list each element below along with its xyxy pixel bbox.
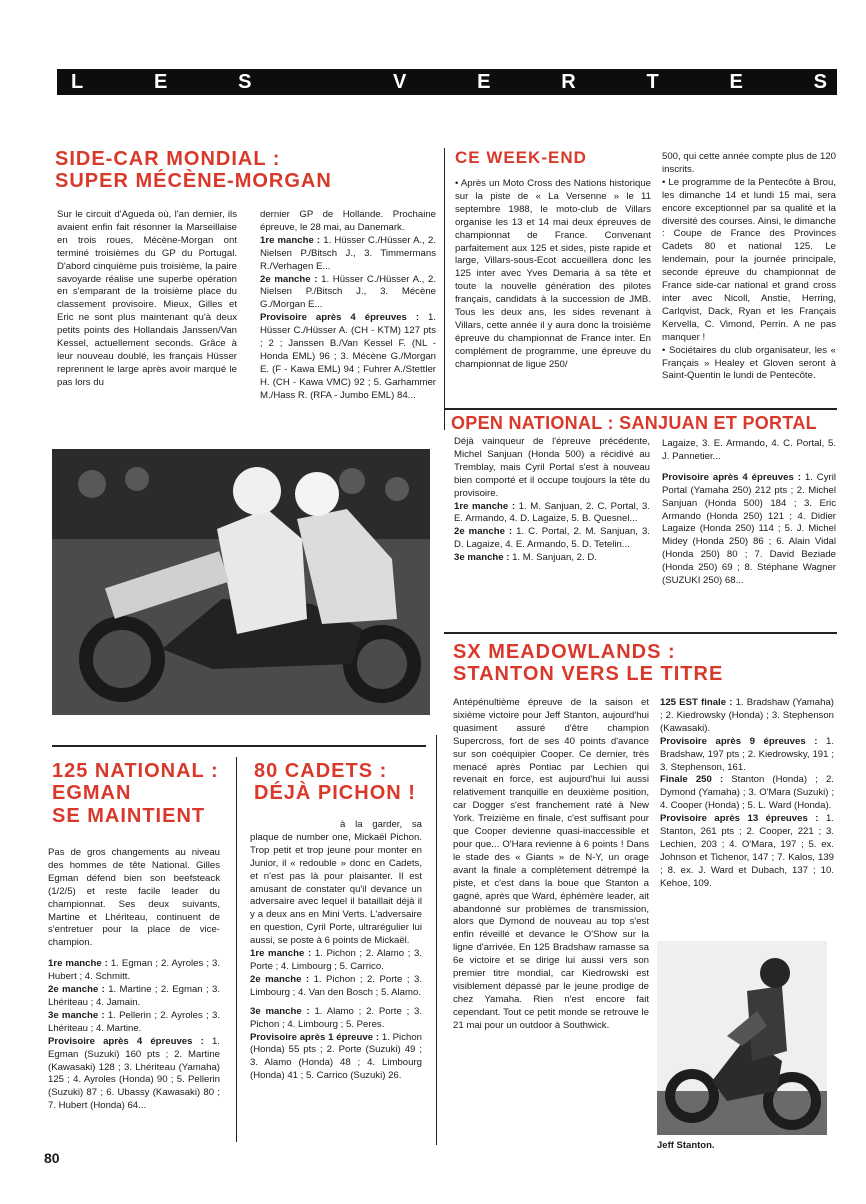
open-national-col1: Déjà vainqueur de l'épreuve précédente, Michel Sanjuan (Honda 500) a récidivé au Tremblay, mais Cyril Portal s'est à nouveau bien comporté et il occupe toujours la tête du provisoire. 1re manche : 1. M. Sanjuan, 2. C. Portal, 3. E. Armando, 4. D. Lagaize, 5. B. Quesnel... 2e manche : 1. C. Portal, 2. M. Sanjuan, 3. D. Lagaize, 4. E. Armando, 5. D. Tetelin... 3e manche : 1. M. Sanjuan, 2. D. [454,436,650,564]
column-divider [444,148,445,430]
cadets-80-body: à la garder, sa plaque de number one, Mickaël Pichon. Trop petit et trop jeune pour monter en Junior, il « redouble » donc en Cadets, et n'est pas là pour plaisanter. Il est amusant de constater qu'il devance un adversaire avec lequel il bataillait déjà il y a deux ans en Mini Verts. L'adversaire en question, Cyril Porte, ultrarégulier lui aussi, se poste à 6 points de Mickaël. 1re manche : 1. Pichon ; 2. Alamo ; 3. Porte ; 4. Limbourg ; 5. Carrico. 2e manche : 1. Pichon ; 2. Porte ; 3. Limbourg ; 4. Van den Bosch ; 5. Alamo. 3e manche : 1. Alamo ; 2. Porte ; 3. Pichon ; 4. Limbourg ; 5. Peres. Provisoire après 1 épreuve : 1. Pichon (Honda) 55 pts ; 2. Porte (Suzuki) 49 ; 3. Alamo (Honda) 48 ; 4. Limbourg (Honda) 41 ; 5. Carrico (Suzuki) 26. [250,819,423,1082]
banner-letter: E [154,70,168,93]
side-car-col1: Sur le circuit d'Agueda où, l'an dernier, ils avaient enfin fait résonner la Marseillaise en trois roues, Mécène-Morgan ont terminé troisièmes du GP du Portugal. D'abord cinquième puis troisième, la paire savoyarde réalise une superbe opération en s'emparant de la troisième place du classement provisoire. Mieux, Gilles et Eric ne sont plus maintenant qu'à deux petits points des Hollandais Janssen/Van Kessel, actuellement seconds. Grâce à leur nouveau doublé, les français Hüsser reprennent le large après avoir marqué le pas lors du [57,209,237,388]
week-end-title: CE WEEK-END [455,148,587,167]
section-rule [444,632,837,634]
banner-letter: R [561,70,576,93]
stanton-caption: Jeff Stanton. [657,1140,715,1151]
side-car-title: SIDE-CAR MONDIAL : SUPER MÉCÈNE-MORGAN [55,148,332,193]
section-rule [52,745,426,747]
meadowlands-col2: 125 EST finale : 1. Bradshaw (Yamaha) ; 2. Kiedrowsky (Honda) ; 3. Stephenson (Kawasaki). Provisoire après 9 épreuves : 1. Bradshaw, 197 pts ; 2. Kiedrowsky, 191 ; 3. Stephenson, 161. Finale 250 : Stanton (Honda) ; 2. Dymond (Yamaha) ; 3. O'Mara (Suzuki) ; 4. Cooper (Honda) ; 5. L. Ward (Honda). Provisoire après 13 épreuves : 1. Stanton, 261 pts ; 2. Cooper, 221 ; 3. Lechien, 203 ; 4. O'Mara, 197 ; 5. ex. Johnson et Tichenor, 147 ; 7. Kalos, 139 ; 8. ex. J. Ward et Dubach, 137 ; 10. Kehoe, 109. [660,697,834,889]
banner-letter: E [477,70,491,93]
banner-letter: T [646,70,659,93]
banner-letter: L [71,70,84,93]
banner-letter: S [238,70,252,93]
page-number: 80 [44,1150,60,1166]
column-divider [436,735,437,1145]
stanton-photo-image [657,941,827,1135]
national-125-title: 125 NATIONAL : EGMAN SE MAINTIENT [52,760,219,827]
banner-letter: E [729,70,743,93]
meadowlands-col1: Antépénultième épreuve de la saison et sixième victoire pour Jeff Stanton, aujourd'hui quasiment assuré d'être champion Supercross, fort de ses 40 points d'avance sur son coéquipier Cooper. Ce dernier, très menacé après Pontiac par Lechien qui revenait en force, est aujourd'hui lui aussi relativement tranquille en deuxième position, car Dogger s'est franchement raté à New York. Treizième en finale, c'est suffisant pour que Cooper devienne quasi-inaccessible et pour que... O'Hara revienne à 6 points ! Dans le stade des « Giants » de N-Y, un orage avant la finale a complètement détrempé la piste, et c'est dans la boue que Stanton a gagné, après que Ward, éphémère leader, ait abandonné sur problèmes de transmission, alors que Dymond de nouveau au top s'est enfin réveillé et devance le O'Show sur la ligne d'arrivée. En 125 Bradshaw ramasse sa 6e victoire et se dirige lui aussi vers son premier titre mondial, car Kiedrowski est visiblement dépassé par le jeune prodige de chez Yamaha. Rien n'est encore fait cependant. Tout ce petit monde se retrouve le 21 mai pour un outdoor à Southwick. [453,697,649,1031]
national-125-body: Pas de gros changements au niveau des hommes de tête National. Gilles Egman défend bien son beefsteack (1/2/5) et reste facile leader du championnat. Ses deux suivants, Martine et Lhériteau, continuent de s'entretuer pour la place de vice-champion. 1re manche : 1. Egman ; 2. Ayroles ; 3. Hubert ; 4. Schmitt. 2e manche : 1. Martine ; 2. Egman ; 3. Lhériteau ; 4. Jamain. 3e manche : 1. Pellerin ; 2. Ayroles ; 3. Lhériteau ; 4. Martine. Provisoire après 4 épreuves : 1. Egman (Suzuki) 160 pts ; 2. Martine (Kawasaki) 128 ; 3. Lhériteau (Yamaha) 125 ; 4. Ayroles (Honda) 90 ; 5. Pellerin (Suzuki) 87 ; 6. Ubassy (Kawasaki) 80 ; 7. Hubert (Honda) 64... [48,847,220,1112]
side-car-col2: dernier GP de Hollande. Prochaine épreuve, le 28 mai, au Danemark. 1re manche : 1. Hüsser C./Hüsser A., 2. Nielsen P./Bitsch J., 3. Timmermans R./Verhagen E... 2e manche : 1. Hüsser C./Hüsser A., 2. Nielsen P./Bitsch J., 3. Mécène G./Morgan E... Provisoire après 4 épreuves : 1. Hüsser C./Hüsser A. (CH - KTM) 127 pts ; 2 ; Janssen B./Van Kessel F. (NL - Honda EML) 96 ; 3. Mécène G./Morgan E. (F - Kawa EML) 94 ; Fuhrer A./Stettler H. (CH - Kawa VMC) 92 ; 5. Garhammer M./Hass R. (RFA - Jumbo EML) 84... [260,209,436,401]
section-rule [444,408,837,410]
week-end-col1: • Après un Moto Cross des Nations historique sur la piste de « La Versenne » le 11 septembre 1988, le moto-club de Villars organise les 13 et 14 mai deux épreuves de championnat de France. Convenant parfaitement aux 125 et sides, piste rapide et large, Villars-sous-Ecot accueillera donc les 125 inter avec Yves Demaria à sa tête et toute la nouvelle génération des pilotes français, candidats à la succession de JMB. Tous les deux ans, les sides revenant à Villars, cette année il y aura donc la troisième épreuve du championnat de France inter. En complément de programme, une épreuve du championnat de ligue 250/ [455,178,651,370]
banner-letter: S [813,70,827,93]
section-banner [57,69,837,95]
open-national-title: OPEN NATIONAL : SANJUAN ET PORTAL [451,413,817,433]
cadets-80-title: 80 CADETS : DÉJÀ PICHON ! [254,760,416,805]
meadowlands-title: SX MEADOWLANDS : STANTON VERS LE TITRE [453,641,724,686]
week-end-col2: 500, qui cette année compte plus de 120 inscrits. • Le programme de la Pentecôte à Brou, les dimanche 14 et lundi 15 mai, sera encore exceptionnel par sa qualité et la diversité des courses. Ainsi, le dimanche : Coupe de France des Provinces Cadets 80 et national 125. Le lendemain, pour la journée principale, seconde épreuve du championnat de France side-car national et grand cross inter avec Nicoll, Anstie, Herring, Carlqvist, Dack, Ryan et les Français Kervella, C. Vimond, Perrin. A ne pas manquer ! • Sociétaires du club organisateur, les « Français » Healey et Gloven seront à Saint-Quentin le lundi de Pentecôte. [662,151,836,382]
sidecar-photo-image [52,449,430,715]
stanton-photo [657,941,827,1135]
open-national-col2: Lagaize, 3. E. Armando, 4. C. Portal, 5. J. Pannetier... Provisoire après 4 épreuves : 1. Cyril Portal (Yamaha 250) 212 pts ; 2. Michel Sanjuan (Honda 500) 184 ; 3. Eric Armando (Honda 250) 121 ; 4. Didier Lagaize (Honda 250) 114 ; 5. J. Michel Midey (Honda 250) 86 ; 6. Alain Vidal (Honda 250) 80 ; 7. David Beziade (Honda 250) 69 ; 8. Stéphane Wagner (SUZUKI 250) 68... [662,438,836,587]
column-divider [236,757,237,1142]
banner-letter: V [393,70,407,93]
sidecar-photo [52,449,430,715]
